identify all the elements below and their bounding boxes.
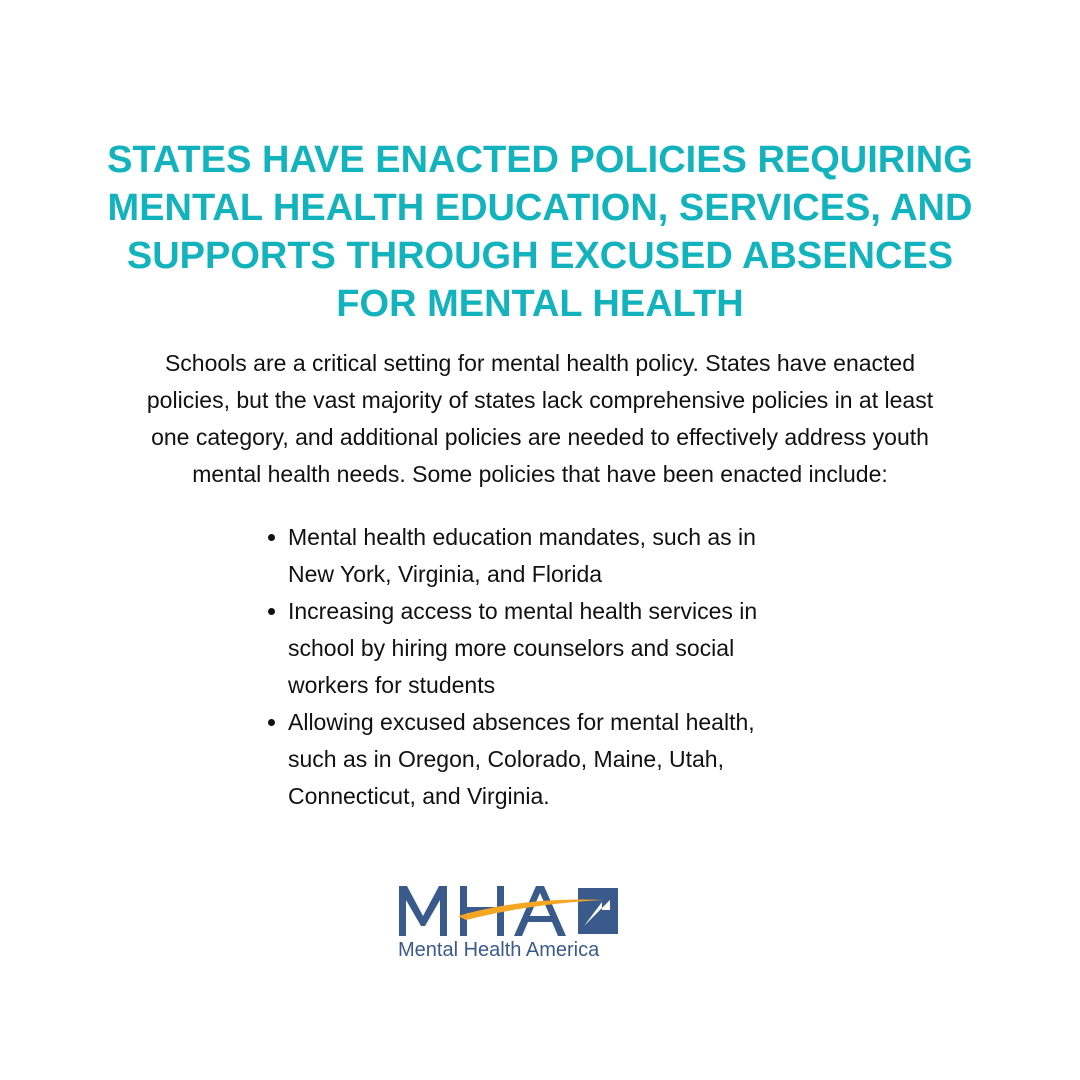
list-item xyxy=(266,593,826,704)
list-item-line: school by hiring more counselors and social xyxy=(288,635,735,661)
list-item xyxy=(266,519,826,593)
list-item-line: New York, Virginia, and Florida xyxy=(288,561,603,587)
bullet-dot-icon xyxy=(268,608,275,615)
intro-line: mental health needs. Some policies that have been enacted include: xyxy=(192,461,888,487)
list-item-line: Connecticut, and Virginia. xyxy=(288,783,550,809)
headline-line: SUPPORTS THROUGH EXCUSED ABSENCES xyxy=(126,235,954,277)
logo-org-name: Mental Health America xyxy=(398,939,600,961)
intro-line: Schools are a critical setting for mental health policy. States have enacted xyxy=(164,350,916,376)
bullet-dot-icon xyxy=(268,534,275,541)
intro-line: policies, but the vast majority of states lack comprehensive policies in at least xyxy=(146,387,934,413)
headline xyxy=(40,136,1040,328)
intro-line: one category, and additional policies are needed to effectively address youth xyxy=(151,424,929,450)
mha-wordmark-icon xyxy=(396,880,626,938)
policy-list xyxy=(266,519,826,815)
headline-line: FOR MENTAL HEALTH xyxy=(336,283,744,325)
headline-line: STATES HAVE ENACTED POLICIES REQUIRING xyxy=(107,139,973,181)
list-item-line: Mental health education mandates, such as in xyxy=(288,524,756,550)
logo-letter-a xyxy=(514,886,566,936)
list-item-line: Allowing excused absences for mental health, xyxy=(288,709,755,735)
intro-paragraph xyxy=(90,345,990,493)
list-item-line: Increasing access to mental health services in xyxy=(288,598,758,624)
list-item xyxy=(266,704,826,815)
mha-logo xyxy=(396,880,626,970)
bullet-dot-icon xyxy=(268,719,275,726)
list-item-line: such as in Oregon, Colorado, Maine, Utah, xyxy=(288,746,724,772)
list-item-line: workers for students xyxy=(288,672,496,698)
logo-letter-m xyxy=(399,886,447,936)
headline-line: MENTAL HEALTH EDUCATION, SERVICES, AND xyxy=(107,187,973,229)
